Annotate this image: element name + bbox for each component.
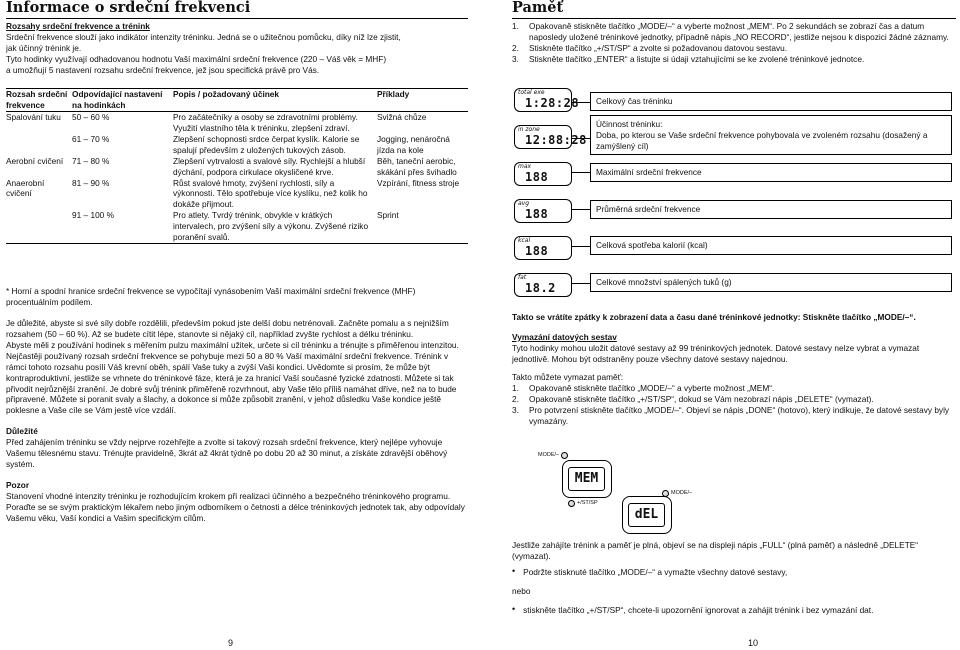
lcd-display: fat 18.2 — [514, 273, 572, 297]
list-item: 3. Stiskněte tlačítko „ENTER“ a listujte si údaji vztahujícími se ke zvolené tréninkové jednotce. — [512, 53, 865, 64]
intro-line: jak účinný trénink je. — [6, 42, 82, 53]
table-cell: Anaerobní cvičení — [6, 177, 45, 199]
memory-display-diagram — [514, 88, 954, 310]
important-heading: Důležité — [6, 426, 38, 437]
back-note: Takto se vrátíte zpátky k zobrazení data a času dané tréninkové jednotky: Stiskněte tlačítko „MODE/–“. — [512, 312, 916, 322]
list-item: 3. Pro potvrzení stiskněte tlačítko „MODE/–“. Objeví se nápis „DONE“ (hotovo), který indikuje, že datové sestavy byly vymazány. — [512, 404, 950, 426]
table-header: Popis / požadovaný účinek — [173, 89, 280, 99]
lcd-display: kcal 188 — [514, 236, 572, 260]
lcd-display: total exe 1:28:28 — [514, 88, 572, 112]
delete-section — [512, 312, 956, 426]
list-item: 2. Stiskněte tlačítko „+/ST/SP“ a zvolte si požadovanou datovou sestavu. — [512, 42, 788, 53]
list-item: 2. Opakovaně stiskněte tlačítko „+/ST/SP“, dokud se Vám nezobrazí nápis „DELETE“ (vymazat). — [512, 393, 874, 404]
watch-display: MEM — [562, 460, 612, 498]
table-cell: 81 – 90 % — [72, 177, 110, 188]
table-header-row — [6, 89, 468, 112]
watch-display: dEL — [622, 496, 672, 534]
footnote: * Horní a spodní hranice srdeční frekvence se vypočítají vynásobením Vaší maximální srdeční frekvence (MHF) procentuálním podílem. — [6, 286, 416, 307]
table-cell: Sprint — [377, 210, 399, 221]
intro-line: Srdeční frekvence slouží jako indikátor intenzity tréninku. Jedná se o užitečnou pomůcku, díky níž lze zjistit, — [6, 31, 401, 42]
bullet-item: • stiskněte tlačítko „+/ST/SP“, chcete-li upozornění ignorovat a zahájit trénink i bez vymazání dat. — [512, 603, 874, 615]
page-title: Paměť — [512, 0, 564, 16]
right-title-bar — [512, 0, 956, 19]
important-text: Před zahájením tréninku se vždy nejprve rozehřejte a zvolte si takový rozsah srdeční frekvence, který nejlépe vyhovuje Vašemu tělesnému stavu. Trénujte pravidelně, 3krát až 4krát týdně po dobu 20 až 30 minut, a získáte zdravější oběhový systém. — [6, 437, 448, 470]
heart-rate-zone-table — [6, 88, 468, 244]
section-heading: Rozsahy srdeční frekvence a trénink — [6, 21, 150, 31]
table-cell: Aerobní cvičení — [6, 155, 64, 166]
delete-text: Tyto hodinky mohou uložit datové sestavy až 99 tréninkových jednotek. Datové sestavy nelze vybrat a vymazat jednotlivě. Mohou být odstraněny pouze všechny datové sestavy najednou. — [512, 342, 920, 364]
table-cell: 91 – 100 % — [72, 210, 114, 221]
delete-how: Takto můžete vymazat paměť: — [512, 371, 624, 382]
full-note: Jestliže zahájíte trénink a paměť je plná, objeví se na displeji nápis „FULL“ (plná paměť) a následně „DELETE“ (vymazat). — [512, 540, 919, 561]
table-cell — [6, 134, 72, 156]
lcd-display: avg 188 — [514, 199, 572, 223]
display-description: Maximální srdeční frekvence — [590, 163, 952, 182]
heart-rate-zones-section — [6, 21, 468, 76]
display-description: Celková spotřeba kalorií (kcal) — [590, 236, 952, 255]
display-description: Účinnost tréninku: Doba, po kterou se Vaše srdeční frekvence pohybovala ve zvoleném rozsahu (dosažený a zamýšlený cíl) — [590, 115, 952, 155]
display-description: Celkové množství spálených tuků (g) — [590, 273, 952, 292]
bullet-item: • Podržte stisknuté tlačítko „MODE/–“ a vymažte všechny datové sestavy, — [512, 565, 788, 577]
table-cell: 50 – 60 % — [72, 111, 110, 122]
delete-heading: Vymazání datových sestav — [512, 331, 617, 342]
attention-text: Stanovení vhodné intenzity tréninku je rozhodujícím krokem při realizaci účinného a bezpečného tréninkového programu. Poraďte se se svým praktickým lékařem nebo jiným odborníkem o četnosti a délce tréninkových jednotek tak, aby odpovídaly Vašemu věku, Vaší kondici a Vašim specifickým cílům. — [6, 491, 465, 523]
table-cell: 61 – 70 % — [72, 133, 110, 144]
page-number: 10 — [748, 638, 759, 648]
table-cell: Pro začátečníky a osoby se zdravotními problémy. Využití vlastního těla k tréninku, zlepšení zdraví. — [173, 111, 358, 133]
lcd-display: in zone 12:88:28 — [514, 125, 572, 149]
display-description: Celkový čas tréninku — [590, 92, 952, 111]
left-title-bar — [6, 0, 468, 19]
table-header: Odpovídající nastavení na hodinkách — [72, 89, 163, 110]
table-cell: Pro atlety. Tvrdý trénink, obvykle v krátkých intervalech, pro zvýšení síly a výkonu. Zvýšené riziko poranění svalů. — [173, 210, 369, 243]
table-cell — [6, 210, 72, 243]
mode-button-label: MODE/– — [662, 490, 692, 497]
full-memory-section — [512, 540, 956, 616]
mode-button-label: MODE/– — [538, 452, 568, 459]
page-title: Informace o srdeční frekvenci — [6, 0, 251, 16]
table-row — [6, 156, 468, 178]
paragraph: Abyste měli z používání hodinek s měřením pulzu maximální užitek, určete si cíl tréninku a trénujte s přiměřenou intenzitou. Nejčastěji používaný rozsah srdeční frekvence se pohybuje mezi 50 a 80 % Vaší maximální srdeční frekvence. Trénink v rámci tohoto rozsahu posílí Váš krevní oběh, spálí Vaše tuky a zvýší Vaši kondici. Uvědomte si prosím, že může být kontraproduktivní, jestliže se vrhnete do tréninkové fáze, která je za hranicí Vaší současné fyzické zdatnosti. Můžete si tak přivodit nejrůznější zranění. Je dobré svůj trénink přiměřeně rozvrhnout, aby Vaše tělo příliš namáhat dříve, než na to bude připravené. Můžete si poranit svaly a šlachy, a dokonce si může způsobit zranění, v jehož důsledku Vaše kondice ještě poklesne a Vaše cíle se Vám jestě více vzdálí. — [6, 339, 459, 416]
table-cell: Růst svalové hmoty, zvýšení rychlosti, síly a výkonnosti. Tělo spotřebuje více kyslíku, než kolik ho dokáže přijmout. — [173, 177, 368, 210]
table-cell: Zlepšení vytrvalosti a svalové síly. Rychlejší a hlubší dýchání, podpora cirkulace okysličené krve. — [173, 155, 366, 177]
table-header: Rozsah srdeční frekvence — [6, 89, 68, 110]
list-item: 1. Opakovaně stiskněte tlačítko „MODE/–“ a vyberte možnost „MEM“. Po 2 sekundách se zobrazí čas a datum naposledy uložené tréninkové jednotky, případně nápis „NO RECORD“, jestliže nejsou k dispozici žádné záznamy. — [512, 21, 949, 42]
delete-steps — [512, 383, 956, 427]
st-sp-button-label: +/ST/SP — [568, 500, 598, 507]
table-cell: 71 – 80 % — [72, 155, 110, 166]
table-cell: Vzpírání, fitness stroje — [377, 177, 460, 188]
right-page — [512, 0, 956, 650]
list-item: 1. Opakovaně stiskněte tlačítko „MODE/–“ a vyberte možnost „MEM“. — [512, 382, 775, 393]
page-number: 9 — [228, 638, 234, 648]
table-row — [6, 112, 468, 134]
left-page — [6, 0, 468, 650]
display-description: Průměrná srdeční frekvence — [590, 200, 952, 219]
table-header: Příklady — [377, 89, 410, 99]
lcd-display: max 188 — [514, 162, 572, 186]
table-row — [6, 210, 468, 243]
table-cell: Běh, taneční aerobic, skákání přes švihadlo — [377, 155, 457, 177]
table-cell: Spalování tuku — [6, 111, 61, 122]
intro-line: Tyto hodinky využívají odhadovanou hodnotu Vaší maximální srdeční frekvence (220 – Váš věk = MHF) — [6, 53, 387, 64]
device-illustration-2 — [592, 488, 752, 548]
paragraph: Je důležité, abyste si své síly dobře rozdělili, především pokud jste delší dobu netrénovali. Začněte pomalu a s nejnižším rozsahem (50 – 60 %). Až se budete cítit lépe, stanovte si nějaký cíl, například zvyšte rychlost a délku tréninku. — [6, 317, 449, 339]
table-cell: Svižná chůze — [377, 111, 427, 122]
table-row — [6, 134, 468, 156]
memory-steps — [512, 21, 956, 65]
intro-line: a umožňují 5 nastavení rozsahu srdeční frekvence, jež jsou specifická právě pro Vás. — [6, 64, 320, 75]
attention-heading: Pozor — [6, 480, 30, 491]
or-text: nebo — [512, 585, 531, 596]
left-body — [6, 286, 468, 524]
table-cell: Zlepšení schopnosti srdce čerpat kyslík. Kalorie se spalují především z uložených tukových zásob. — [173, 133, 360, 155]
table-row — [6, 178, 468, 211]
table-cell: Jogging, nenáročná jízda na kole — [377, 133, 450, 155]
